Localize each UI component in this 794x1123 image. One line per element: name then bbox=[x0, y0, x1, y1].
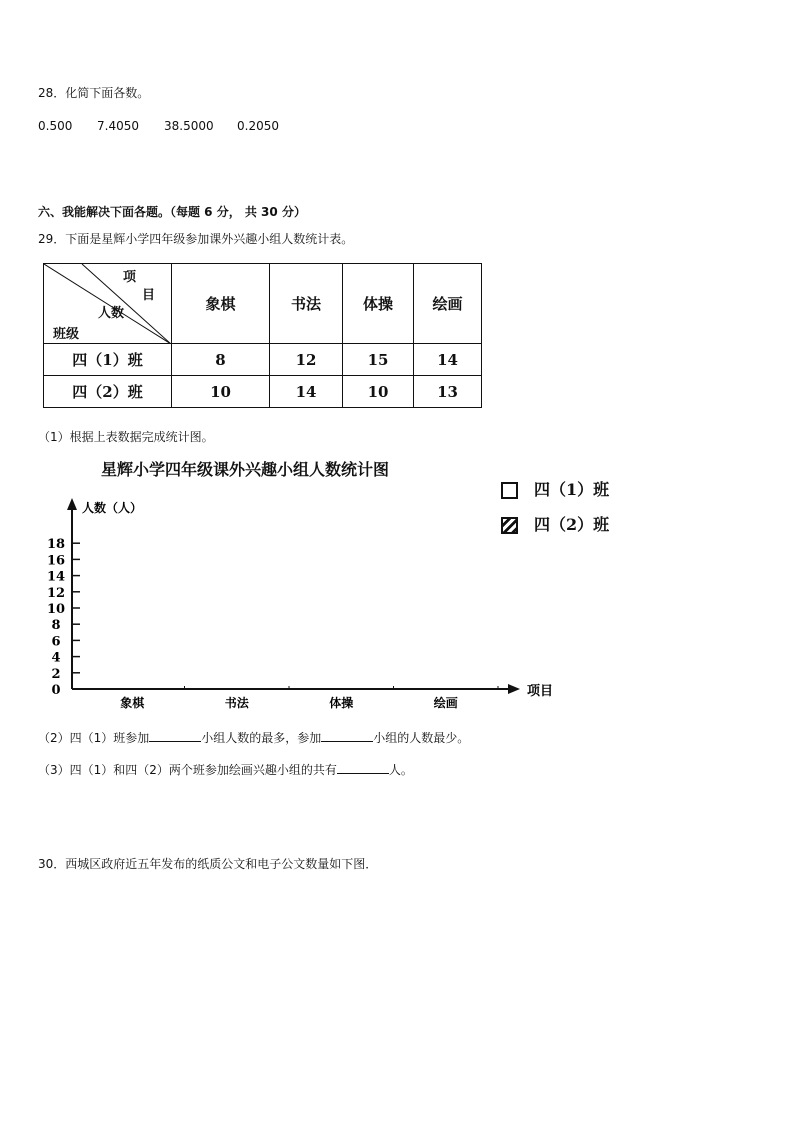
table-cell: 8 bbox=[172, 344, 270, 376]
table-cell: 14 bbox=[414, 344, 482, 376]
row-label: 四（1）班 bbox=[44, 344, 172, 376]
y-tick-label: 8 bbox=[51, 618, 61, 634]
column-header: 绘画 bbox=[414, 264, 482, 344]
y-axis-label: 人数（人） bbox=[82, 501, 143, 515]
number-item: 7.4050 bbox=[97, 119, 139, 133]
header-item-label: 项 bbox=[123, 270, 137, 285]
number-item: 0.500 bbox=[38, 119, 73, 133]
legend-label: 四（1）班 bbox=[534, 480, 610, 499]
table-cell: 13 bbox=[414, 376, 482, 408]
table-row bbox=[44, 344, 482, 376]
question-29-title: 29．下面是星辉小学四年级参加课外兴趣小组人数统计表。 bbox=[38, 232, 354, 246]
table-diagonal-header bbox=[44, 264, 172, 344]
sub2-text-a: （2）四（1）班参加 bbox=[38, 731, 150, 745]
section-6-heading: 六、我能解决下面各题。（每题 6 分， 共 30 分） bbox=[38, 205, 306, 219]
y-tick-label: 16 bbox=[46, 553, 66, 569]
sub2-text-b: 小组人数的最多，参加 bbox=[201, 731, 322, 745]
question-28-title: 28．化简下面各数。 bbox=[38, 86, 150, 100]
number-item: 38.5000 bbox=[164, 119, 214, 133]
y-tick-label: 2 bbox=[51, 666, 61, 682]
y-tick-label: 14 bbox=[46, 569, 66, 585]
table-cell: 10 bbox=[172, 376, 270, 408]
y-tick-label: 6 bbox=[51, 634, 61, 650]
table-cell: 15 bbox=[343, 344, 414, 376]
answer-blank[interactable] bbox=[149, 729, 201, 742]
answer-blank[interactable] bbox=[321, 729, 373, 742]
chart-title: 星辉小学四年级课外兴趣小组人数统计图 bbox=[101, 460, 390, 479]
question-28-numbers bbox=[38, 115, 279, 134]
y-tick-label: 10 bbox=[46, 602, 66, 617]
table-cell: 10 bbox=[343, 376, 414, 408]
number-item: 0.2050 bbox=[237, 119, 279, 133]
table-cell: 12 bbox=[270, 344, 343, 376]
column-header: 象棋 bbox=[172, 264, 270, 344]
table-row bbox=[44, 376, 482, 408]
question-30-title: 30．西城区政府近五年发布的纸质公文和电子公文数量如下图． bbox=[38, 857, 378, 871]
sub3-text-b: 人。 bbox=[388, 763, 413, 777]
header-item-label-2: 目 bbox=[142, 288, 156, 303]
y-axis-arrow-icon bbox=[67, 498, 77, 510]
sub2-text-c: 小组的人数最少。 bbox=[373, 731, 470, 745]
x-tick-label: 体操 bbox=[329, 696, 354, 710]
table-cell: 14 bbox=[270, 376, 343, 408]
header-people-label: 人数 bbox=[98, 306, 125, 321]
answer-blank[interactable] bbox=[337, 761, 389, 774]
x-tick-label: 象棋 bbox=[120, 696, 145, 710]
interest-group-table bbox=[43, 263, 482, 408]
y-tick-label: 12 bbox=[46, 585, 66, 601]
sub-question-1: （1）根据上表数据完成统计图。 bbox=[38, 430, 214, 444]
x-tick-label: 书法 bbox=[224, 696, 249, 710]
bar-chart bbox=[30, 488, 570, 713]
header-class-label: 班级 bbox=[53, 327, 80, 342]
column-header: 体操 bbox=[343, 264, 414, 344]
y-tick-label: 18 bbox=[46, 537, 66, 553]
sub-question-2 bbox=[38, 729, 469, 746]
y-tick-label: 0 bbox=[51, 683, 61, 698]
sub3-text-a: （3）四（1）和四（2）两个班参加绘画兴趣小组的共有 bbox=[38, 763, 337, 777]
y-tick-label: 4 bbox=[51, 650, 61, 666]
x-tick-label: 绘画 bbox=[433, 696, 458, 710]
x-axis-arrow-icon bbox=[508, 684, 520, 694]
legend-label: 四（2）班 bbox=[534, 515, 610, 534]
column-header: 书法 bbox=[270, 264, 343, 344]
x-axis-label: 项目 bbox=[527, 684, 554, 699]
sub-question-3 bbox=[38, 761, 413, 778]
row-label: 四（2）班 bbox=[44, 376, 172, 408]
